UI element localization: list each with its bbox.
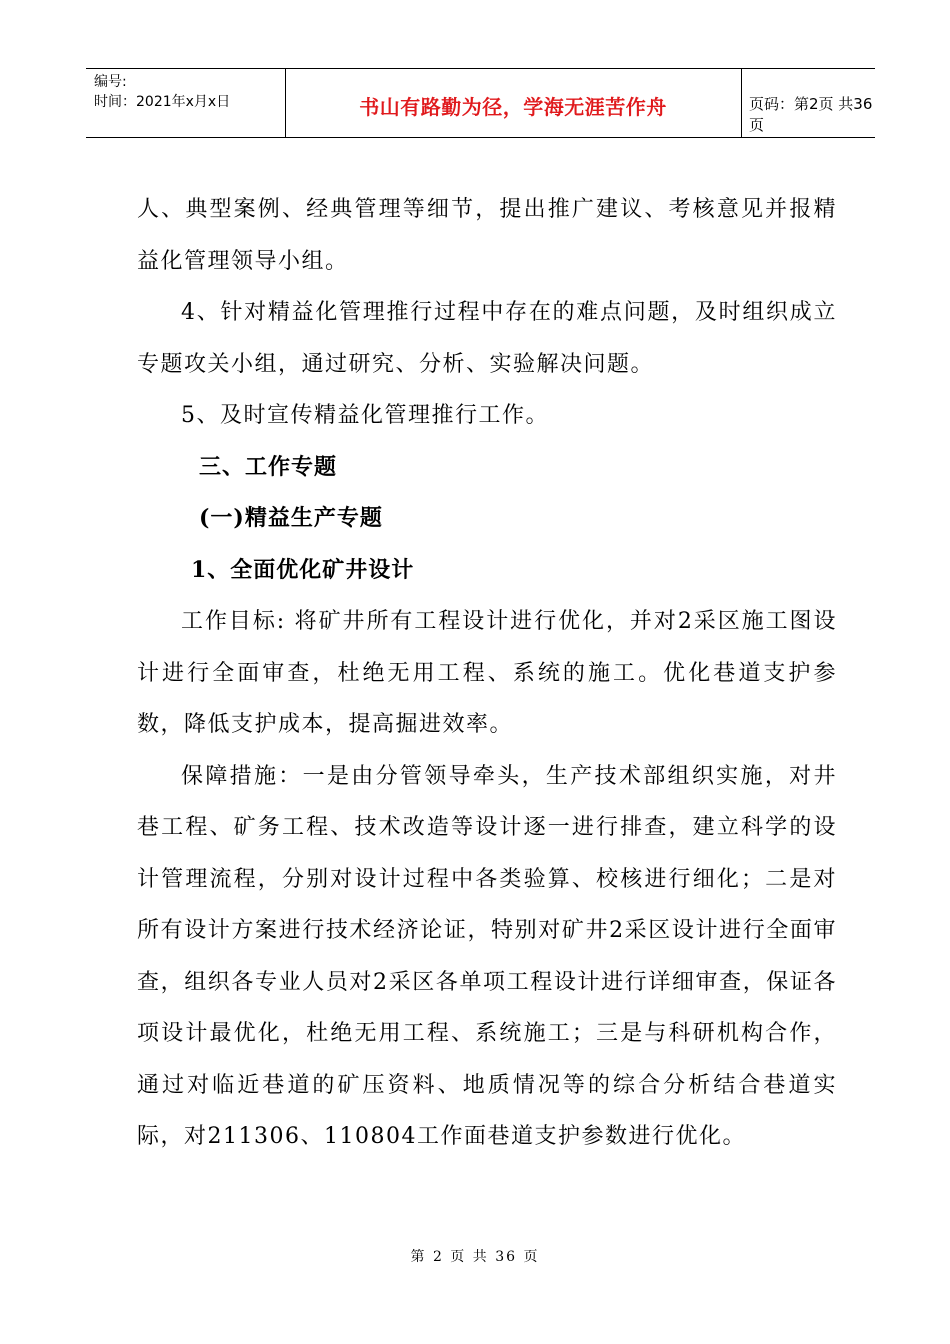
header-motto: 书山有路勤为径，学海无涯苦作舟 bbox=[359, 95, 667, 119]
topic-heading: 1、全面优化矿井设计 bbox=[191, 556, 415, 583]
document-body bbox=[137, 184, 837, 1163]
header-page-number: 页码：第2页 共36页 bbox=[749, 95, 873, 134]
subsection-heading: (一)精益生产专题 bbox=[199, 505, 383, 531]
header-motto-cell bbox=[285, 69, 742, 137]
paragraph-work-goal: 工作目标: 将矿井所有工程设计进行优化，并对2采区施工图设计进行全面审查，杜绝无用工程、系统的施工。优化巷道支护参数，降低支护成本，提高掘进效率。 bbox=[137, 609, 837, 737]
paragraph-item-4: 4、针对精益化管理推行过程中存在的难点问题，及时组织成立专题攻关小组，通过研究、分析、实验解决问题。 bbox=[137, 300, 837, 377]
header-page-cell bbox=[741, 69, 875, 137]
paragraph-continuation: 人、典型案例、经典管理等细节，提出推广建议、考核意见并报精益化管理领导小组。 bbox=[137, 197, 837, 274]
document-number-label: 编号: bbox=[94, 74, 127, 90]
page-footer: 第 2 页 共 36 页 bbox=[410, 1249, 540, 1265]
header-info-cell bbox=[86, 69, 286, 137]
page-header bbox=[86, 68, 875, 138]
document-time-label: 时间：2021年x月x日 bbox=[94, 94, 231, 110]
paragraph-item-5: 5、及时宣传精益化管理推行工作。 bbox=[181, 403, 549, 428]
paragraph-safeguard-measures: 保障措施：一是由分管领导牵头，生产技术部组织实施，对井巷工程、矿务工程、技术改造等设计逐一进行排查，建立科学的设计管理流程，分别对设计过程中各类验算、校核进行细化；二是对所有设计方案进行技术经济论证，特别对矿井2采区设计进行全面审查，组织各专业人员对2采区各单项工程设计进行详细审查，保证各项设计最优化，杜绝无用工程、系统施工；三是与科研机构合作，通过对临近巷道的矿压资料、地质情况等的综合分析结合巷道实际，对211306、110804工作面巷道支护参数进行优化。 bbox=[137, 763, 837, 1149]
section-heading: 三、工作专题 bbox=[199, 453, 338, 480]
